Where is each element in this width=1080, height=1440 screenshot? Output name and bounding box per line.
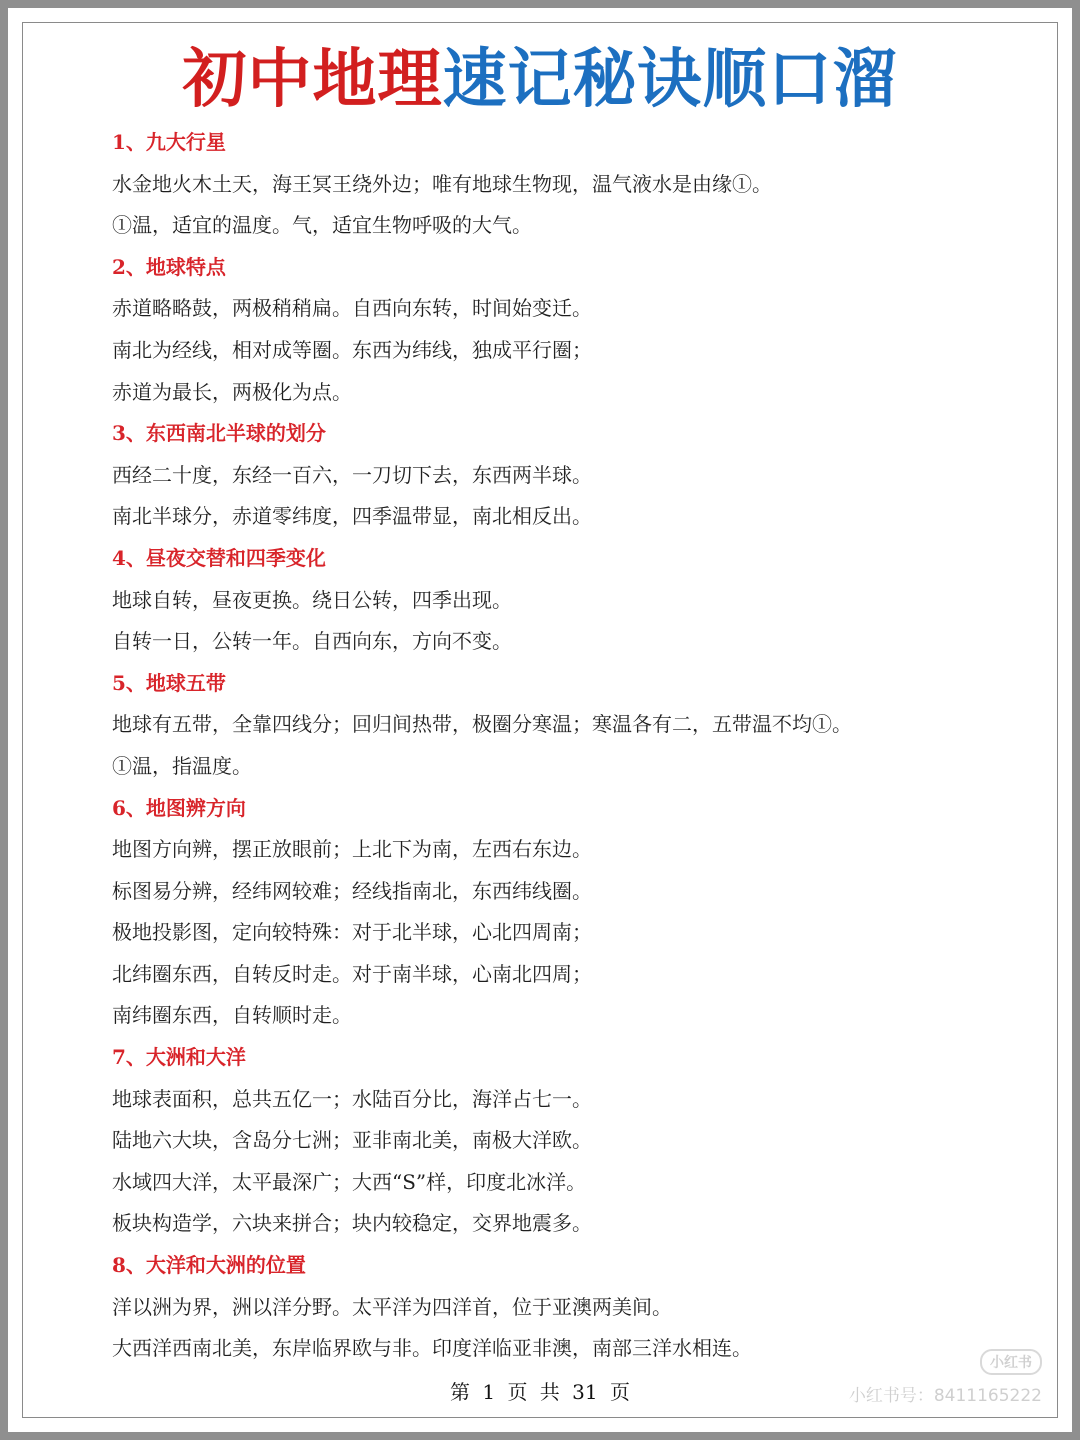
page-number: 第 1 页 共 31 页: [450, 1380, 630, 1404]
title-part-blue: 速记秘诀顺口溜: [442, 43, 898, 117]
section-line: 南北为经线，相对成等圈。东西为纬线，独成平行圈；: [112, 337, 592, 362]
section-line: 自转一日，公转一年。自西向东，方向不变。: [112, 629, 512, 654]
section-heading: 6、地图辨方向: [112, 795, 246, 820]
section-line: 水金地火木土天，海王冥王绕外边；唯有地球生物现，温气液水是由缘①。: [112, 171, 772, 196]
watermark-logo: 小红书: [980, 1349, 1042, 1375]
watermark-id: 小红书号：8411165222: [848, 1386, 1042, 1406]
section-line: 洋以洲为界，洲以洋分野。太平洋为四洋首，位于亚澳两美间。: [112, 1294, 672, 1319]
page-title: [8, 38, 1072, 122]
section-line: 陆地六大块，含岛分七洲；亚非南北美，南极大洋欧。: [112, 1128, 592, 1153]
section-heading: 7、大洲和大洋: [112, 1045, 246, 1070]
section-line: 地球有五带，全靠四线分；回归间热带，极圈分寒温；寒温各有二，五带温不均①。: [112, 712, 852, 737]
section-line: 地球表面积，总共五亿一；水陆百分比，海洋占七一。: [112, 1086, 592, 1111]
section-line: 板块构造学，六块来拼合；块内较稳定，交界地震多。: [112, 1211, 592, 1236]
section-line: 标图易分辨，经纬网较难；经线指南北，东西纬线圈。: [112, 878, 592, 903]
section-line: ①温，指温度。: [112, 753, 252, 778]
section-line: 南北半球分，赤道零纬度，四季温带显，南北相反出。: [112, 504, 592, 529]
content-body: [112, 122, 1012, 1370]
section-line: 水域四大洋，太平最深广；大西“S”样，印度北冰洋。: [112, 1169, 587, 1194]
section-line: 地球自转，昼夜更换。绕日公转，四季出现。: [112, 587, 512, 612]
section-line: 大西洋西南北美，东岸临界欧与非。印度洋临亚非澳，南部三洋水相连。: [112, 1336, 752, 1361]
section-line: 西经二十度，东经一百六，一刀切下去，东西两半球。: [112, 462, 592, 487]
watermark: [849, 1349, 1042, 1406]
section-heading: 8、大洋和大洲的位置: [112, 1253, 306, 1278]
section-heading: 3、东西南北半球的划分: [112, 421, 326, 446]
section-heading: 5、地球五带: [112, 670, 226, 695]
title-part-red: 初中地理: [182, 43, 443, 117]
document-page: [8, 8, 1072, 1432]
section-line: 赤道为最长，两极化为点。: [112, 379, 352, 404]
section-heading: 1、九大行星: [112, 130, 226, 154]
section-heading: 4、昼夜交替和四季变化: [112, 545, 326, 570]
section-heading: 2、地球特点: [112, 254, 226, 279]
section-line: 南纬圈东西，自转顺时走。: [112, 1003, 352, 1028]
section-line: 北纬圈东西，自转反时走。对于南半球，心南北四周；: [112, 961, 592, 986]
section-line: ①温，适宜的温度。气，适宜生物呼吸的大气。: [112, 213, 532, 238]
section-line: 赤道略略鼓，两极稍稍扁。自西向东转，时间始变迁。: [112, 296, 592, 321]
section-line: 极地投影图，定向较特殊：对于北半球，心北四周南；: [112, 920, 592, 945]
section-line: 地图方向辨，摆正放眼前；上北下为南，左西右东边。: [112, 837, 592, 862]
